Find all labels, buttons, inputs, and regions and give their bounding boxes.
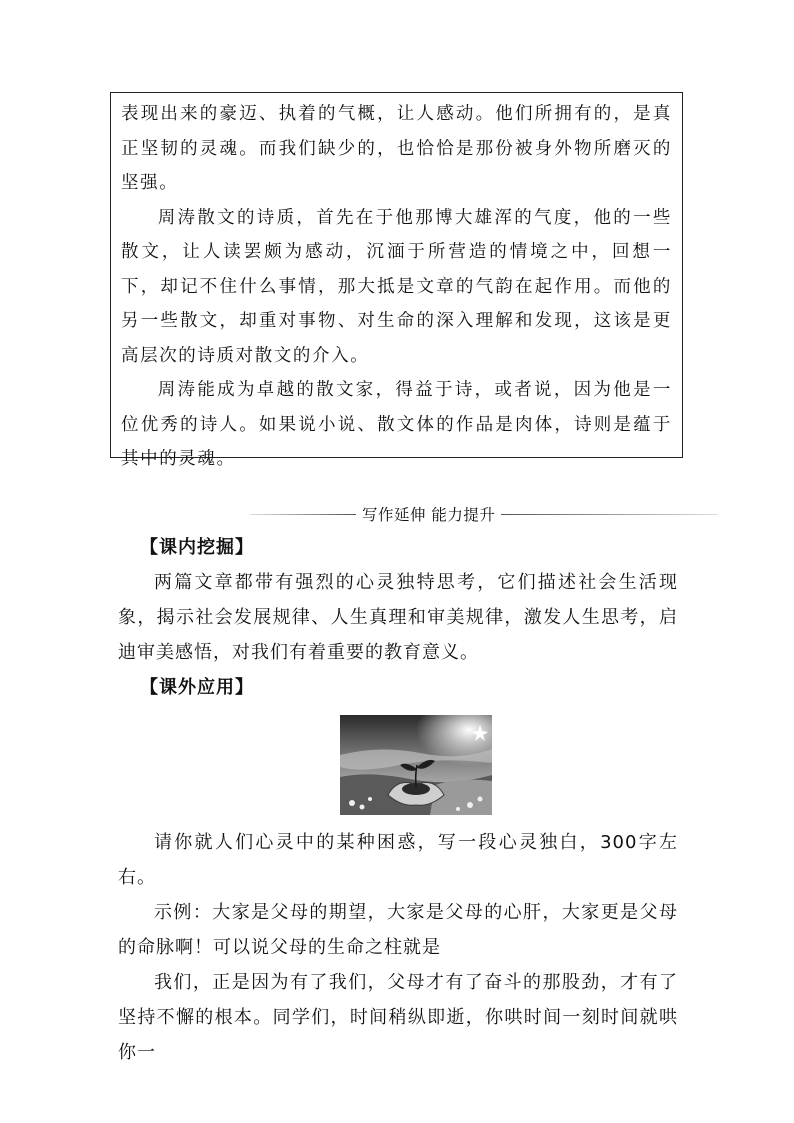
quoted-essay-box: [110, 92, 683, 469]
divider-rule-right: [501, 514, 718, 515]
excerpt-paragraph-1: 表现出来的豪迈、执着的气概，让人感动。他们所拥有的，是真正坚韧的灵魂。而我们缺少的，也恰恰是那份被身外物所磨灭的坚强。: [121, 104, 672, 193]
application-example-part-1: 示例：大家是父母的期望，大家是父母的心肝，大家更是父母的命脉啊！可以说父母的生命之柱就是: [118, 902, 678, 958]
classroom-heading: 【课内挖掘】: [140, 537, 254, 558]
main-content: [118, 530, 678, 1070]
excerpt-paragraph-2: 周涛散文的诗质，首先在于他那博大雄浑的气度，他的一些散文，让人读罢颇为感动，沉湎于所营造的情境之中，回想一下，却记不住什么事情，那大抵是文章的气韵在起作用。而他的另一些散文，却重对事物、对生命的深入理解和发现，这该是更高层次的诗质对散文的介入。: [121, 207, 672, 366]
classroom-text: 两篇文章都带有强烈的心灵独特思考，它们描述社会生活现象，揭示社会发展规律、人生真理和审美规律，激发人生思考，启迪审美感悟，对我们有着重要的教育意义。: [118, 572, 678, 663]
section-title: 写作延伸 能力提升: [362, 506, 496, 524]
section-divider: [250, 500, 718, 528]
application-example-part-2: 我们，正是因为有了我们，父母才有了奋斗的那股劲，才有了坚持不懈的根本。同学们，时间稍纵即逝，你哄时间一刻时间就哄你一: [118, 972, 678, 1063]
seedling-hands-image: [340, 715, 492, 815]
seedling-hands-illustration: [340, 715, 492, 815]
application-prompt: 请你就人们心灵中的某种困惑，写一段心灵独白，300字左右。: [118, 832, 678, 888]
application-heading: 【课外应用】: [140, 677, 254, 698]
excerpt-paragraph-3: 周涛能成为卓越的散文家，得益于诗，或者说，因为他是一位优秀的诗人。如果说小说、散文体的作品是肉体，诗则是蕴于其中的灵魂。: [121, 380, 672, 469]
divider-rule-left: [250, 514, 356, 515]
